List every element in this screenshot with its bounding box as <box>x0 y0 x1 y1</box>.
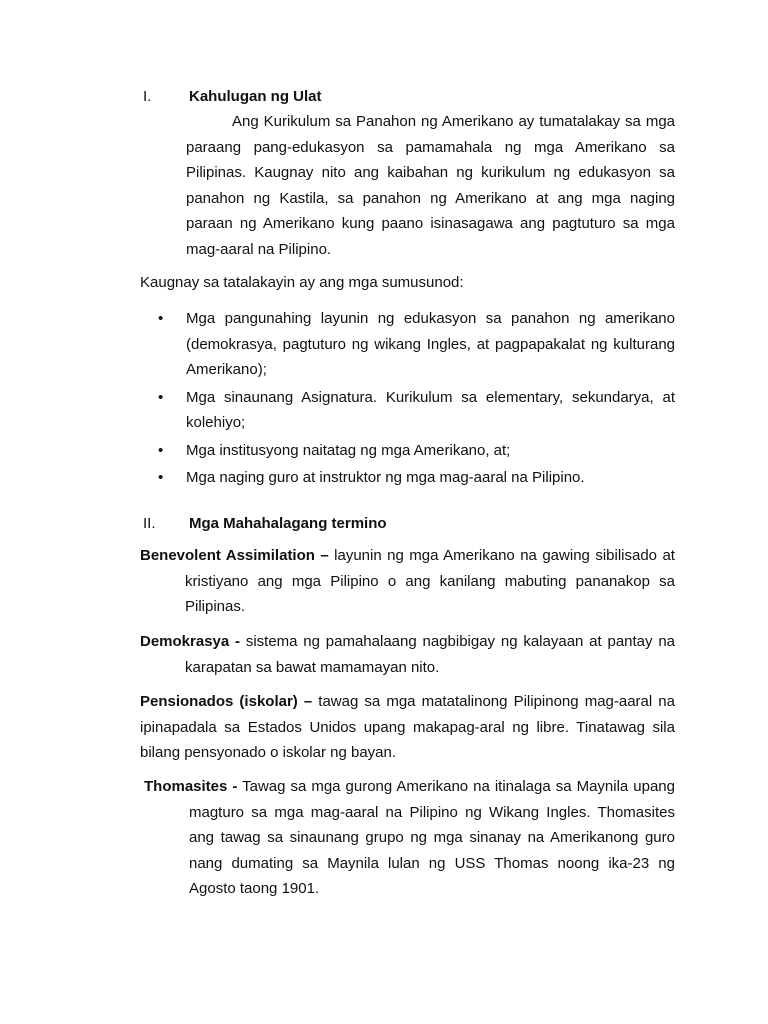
term-definition <box>144 774 675 902</box>
topic-bullet-list <box>140 306 675 493</box>
section-2-number: II. <box>143 515 156 532</box>
section-2-title: Mga Mahahalagang termino <box>189 515 387 532</box>
term-label: Thomasites - <box>144 778 238 795</box>
term-definition <box>140 543 675 620</box>
bullet-icon: • <box>158 310 164 327</box>
section-2-heading <box>143 511 683 537</box>
list-item <box>140 438 675 464</box>
bullet-text: Mga pangunahing layunin ng edukasyon sa panahon ng amerikano (demokrasya, pagtuturo ng wikang Ingles, at pagpapakalat ng kulturang Amerikano); <box>186 310 675 378</box>
list-item <box>140 385 675 436</box>
bullet-text: Mga sinaunang Asignatura. Kurikulum sa elementary, sekundarya, at kolehiyo; <box>186 388 675 431</box>
section-1-paragraph: Ang Kurikulum sa Panahon ng Amerikano ay tumatalakay sa mga paraang pang-edukasyon sa pamamahala ng mga Amerikano sa Pilipinas. Kaugnay nito ang kaibahan ng kurikulum ng edukasyon sa panahon ng Kastila, sa panahon ng Amerikano at ang mga naging paraan ng Amerikano kung paano isinasagawa ang pagtuturo sa mga mag-aaral na Pilipino. <box>186 113 675 258</box>
term-text: Tawag sa mga gurong Amerikano na itinalaga sa Maynila upang magturo sa mga mag-aaral na Pilipino ng Wikang Ingles. Thomasites ang tawag sa sinaunang grupo ng mga sinanay na Amerikanong guro nang dumating sa Maynila lulan ng USS Thomas noong ika-23 ng Agosto taong 1901. <box>189 778 675 897</box>
term-definition <box>140 689 675 766</box>
bullet-text: Mga institusyong naitatag ng mga Amerikano, at; <box>186 441 511 459</box>
section-1-heading <box>143 84 683 110</box>
term-text: tawag sa mga matatalinong Pilipinong mag-aaral na ipinapadala sa Estados Unidos upang makapag-aral ng libre. Tinatawag sila bilang pensyonado o iskolar ng bayan. <box>140 693 675 761</box>
list-item <box>140 306 675 383</box>
bullet-icon: • <box>158 469 164 486</box>
bullet-icon: • <box>158 441 164 459</box>
bullet-text: Mga naging guro at instruktor ng mga mag-aaral na Pilipino. <box>186 469 585 486</box>
term-label: Pensionados (iskolar) – <box>140 693 313 710</box>
term-text: layunin ng mga Amerikano na gawing sibilisado at kristiyano ang mga Pilipino o ang kanilang mabuting pananakop sa Pilipinas. <box>185 547 675 615</box>
section-1-number: I. <box>143 88 152 105</box>
term-definition <box>140 629 675 680</box>
term-label: Demokrasya - <box>140 633 241 650</box>
bullet-icon: • <box>158 388 164 406</box>
section-1-title: Kahulugan ng Ulat <box>189 88 322 105</box>
list-item <box>140 465 675 491</box>
section-1-intro: Kaugnay sa tatalakayin ay ang mga sumusunod: <box>140 274 464 291</box>
term-text: sistema ng pamahalaang nagbibigay ng kalayaan at pantay na karapatan sa bawat mamamayan nito. <box>185 633 675 676</box>
term-label: Benevolent Assimilation – <box>140 547 329 564</box>
